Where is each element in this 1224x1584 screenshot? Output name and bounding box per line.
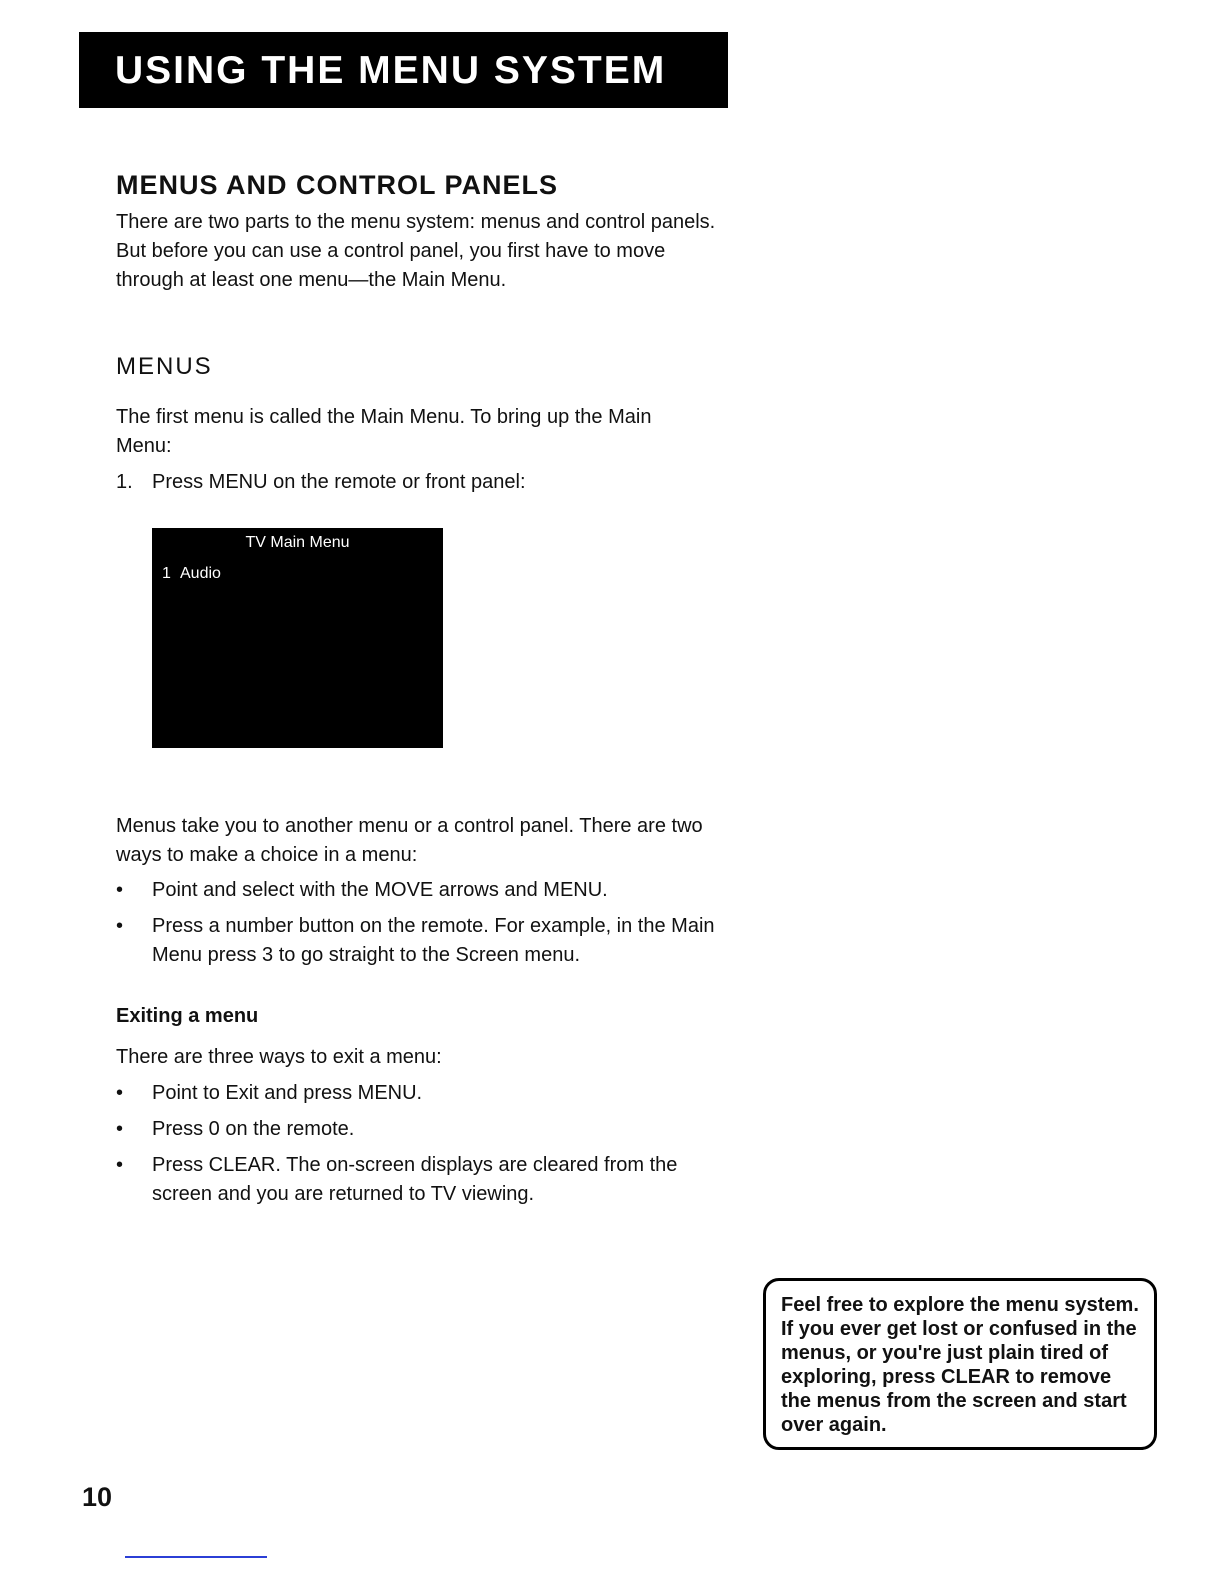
chapter-header <box>79 32 728 108</box>
step-number: 1. <box>116 471 133 493</box>
exiting-list <box>116 1079 736 1216</box>
list-item <box>116 876 736 905</box>
screen-title: TV Main Menu <box>245 534 350 551</box>
bullet-icon: • <box>116 1154 124 1176</box>
choices-list <box>116 876 736 977</box>
list-item-text: Point to Exit and press MENU. <box>152 1082 423 1104</box>
tv-main-menu-screen <box>152 528 443 748</box>
chapter-title: USING THE MENU SYSTEM <box>115 48 667 92</box>
screen-menu-item-audio <box>162 565 221 583</box>
bullet-icon: • <box>116 1082 124 1104</box>
page-number: 10 <box>82 1482 113 1512</box>
tip-box <box>763 1278 1157 1450</box>
screen-item-label: Audio <box>180 565 221 582</box>
list-item <box>116 1115 736 1144</box>
list-item-text: Press a number button on the remote. For example, in the Main Menu press 3 to go straight to the Screen menu. <box>152 915 715 966</box>
list-item <box>116 1151 736 1209</box>
exiting-intro: There are three ways to exit a menu: <box>116 1046 442 1068</box>
section-intro: There are two parts to the menu system: menus and control panels. But before you can use a control panel, you first have to move through at least one menu—the Main Menu. <box>116 211 716 291</box>
list-item-text: Press CLEAR. The on-screen displays are cleared from the screen and you are returned to TV viewing. <box>152 1154 678 1205</box>
tip-text: Feel free to explore the menu system. If you ever get lost or confused in the menus, or you're just plain tired of exploring, press CLEAR to remove the menus from the screen and start over again. <box>781 1294 1139 1436</box>
list-item <box>116 912 736 970</box>
bullet-icon: • <box>116 1118 124 1140</box>
step-1 <box>116 468 526 497</box>
menus-intro: The first menu is called the Main Menu. To bring up the Main Menu: <box>116 406 652 457</box>
bullet-icon: • <box>116 915 124 937</box>
list-item-text: Point and select with the MOVE arrows and MENU. <box>152 879 608 901</box>
footer-link-underline <box>125 1556 267 1558</box>
list-item-text: Press 0 on the remote. <box>152 1118 355 1140</box>
exiting-heading: Exiting a menu <box>116 1005 259 1027</box>
list-item <box>116 1079 736 1108</box>
bullet-icon: • <box>116 879 124 901</box>
choices-intro: Menus take you to another menu or a control panel. There are two ways to make a choice in a menu: <box>116 815 703 866</box>
menus-heading: MENUS <box>116 353 213 380</box>
section-title: MENUS AND CONTROL PANELS <box>116 170 559 200</box>
screen-item-number: 1 <box>162 565 171 582</box>
step-text: Press MENU on the remote or front panel: <box>152 471 526 493</box>
